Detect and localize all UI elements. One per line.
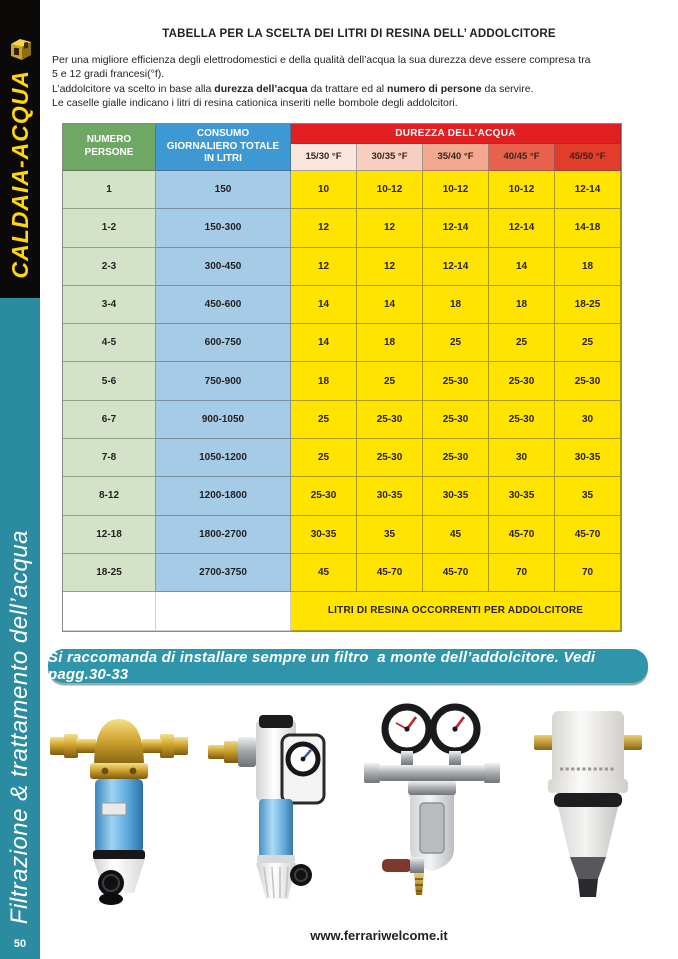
resina-value-cell: 10-12 [489, 171, 555, 209]
resina-value-cell: 14 [357, 286, 423, 324]
resina-value-cell: 12 [357, 248, 423, 286]
degree-column-header: 30/35 °F [357, 144, 423, 171]
persone-cell: 3-4 [63, 286, 156, 324]
consumo-cell: 150 [156, 171, 291, 209]
resina-selection-table [62, 123, 622, 632]
table-footer-empty-cell [63, 592, 156, 630]
persone-cell: 1-2 [63, 209, 156, 247]
degree-column-header: 45/50 °F [555, 144, 621, 171]
resina-value-cell: 14 [291, 286, 357, 324]
intro-line: 5 e 12 gradi francesi(°f). [52, 68, 165, 81]
resina-value-cell: 12-14 [489, 209, 555, 247]
product-photo [362, 699, 502, 907]
resina-value-cell: 10 [291, 171, 357, 209]
resina-value-cell: 12 [291, 209, 357, 247]
persone-cell: 8-12 [63, 477, 156, 515]
resina-value-cell: 30-35 [489, 477, 555, 515]
resina-value-cell: 18 [291, 362, 357, 400]
intro-paragraph [52, 53, 658, 111]
double-gauge-pressure-reducer-filter-photo [362, 699, 502, 907]
product-photos-row [48, 697, 658, 907]
persone-cell: 6-7 [63, 401, 156, 439]
resina-value-cell: 70 [489, 554, 555, 592]
resina-value-cell: 12-14 [423, 209, 489, 247]
brass-inline-water-filter-photo [48, 707, 190, 907]
resina-value-cell: 10-12 [423, 171, 489, 209]
resina-value-cell: 18 [423, 286, 489, 324]
consumo-cell: 1800-2700 [156, 516, 291, 554]
resina-value-cell: 18 [489, 286, 555, 324]
persone-cell: 1 [63, 171, 156, 209]
resina-value-cell: 30-35 [423, 477, 489, 515]
resina-value-cell: 18 [357, 324, 423, 362]
resina-value-cell: 45 [291, 554, 357, 592]
caldaia-acqua-icon [7, 36, 33, 64]
degree-column-header: 15/30 °F [291, 144, 357, 171]
consumo-cell: 600-750 [156, 324, 291, 362]
sidebar-section-caldaia-acqua [0, 0, 40, 298]
resina-value-cell: 14-18 [555, 209, 621, 247]
resina-value-cell: 25 [423, 324, 489, 362]
intro-line: Le caselle gialle indicano i litri di resina cationica inseriti nelle bombole degli addolcitori. [52, 97, 458, 110]
resina-value-cell: 35 [555, 477, 621, 515]
persone-cell: 2-3 [63, 248, 156, 286]
resina-value-cell: 25-30 [423, 439, 489, 477]
resina-value-cell: 30 [489, 439, 555, 477]
consumo-cell: 900-1050 [156, 401, 291, 439]
resina-value-cell: 25 [291, 401, 357, 439]
persone-cell: 4-5 [63, 324, 156, 362]
resina-value-cell: 70 [555, 554, 621, 592]
degree-column-header: 40/45 °F [489, 144, 555, 171]
resina-value-cell: 25-30 [489, 362, 555, 400]
resina-value-cell: 18-25 [555, 286, 621, 324]
intro-line: Per una migliore efficienza degli elettrodomestici e della qualità dell’acqua la sua durezza deve essere compresa tra [52, 54, 591, 66]
consumo-cell: 1050-1200 [156, 439, 291, 477]
resina-value-cell: 25-30 [423, 362, 489, 400]
resina-value-cell: 45-70 [555, 516, 621, 554]
main-content [40, 0, 678, 959]
resina-value-cell: 35 [357, 516, 423, 554]
consumo-cell: 750-900 [156, 362, 291, 400]
column-header-durezza: DUREZZA DELL’ACQUA [291, 124, 621, 144]
resina-value-cell: 25-30 [357, 439, 423, 477]
resina-value-cell: 45-70 [423, 554, 489, 592]
product-photo [518, 705, 658, 907]
column-header-numero-persone: NUMERO PERSONE [63, 124, 156, 171]
persone-cell: 5-6 [63, 362, 156, 400]
table-footer-empty-cell [156, 592, 291, 630]
resina-value-cell: 12 [357, 209, 423, 247]
resina-value-cell: 30-35 [555, 439, 621, 477]
consumo-cell: 150-300 [156, 209, 291, 247]
resina-value-cell: 25 [291, 439, 357, 477]
table-footer-label: LITRI DI RESINA OCCORRENTI PER ADDOLCITORE [291, 592, 621, 630]
gauge-water-filter-photo [206, 707, 346, 907]
degree-column-header: 35/40 °F [423, 144, 489, 171]
resina-value-cell: 14 [489, 248, 555, 286]
resina-value-cell: 18 [555, 248, 621, 286]
resina-value-cell: 12-14 [423, 248, 489, 286]
sidebar-label-filtrazione: Filtrazione & trattamento dell’acqua [6, 529, 33, 924]
sidebar-label-caldaia-acqua: CALDAIA-ACQUA [6, 70, 33, 279]
resina-value-cell: 14 [291, 324, 357, 362]
resina-value-cell: 30 [555, 401, 621, 439]
resina-value-cell: 25 [357, 362, 423, 400]
consumo-cell: 300-450 [156, 248, 291, 286]
resina-value-cell: 25-30 [291, 477, 357, 515]
resina-value-cell: 45 [423, 516, 489, 554]
resina-value-cell: 12-14 [555, 171, 621, 209]
resina-value-cell: 25 [489, 324, 555, 362]
resina-value-cell: 30-35 [291, 516, 357, 554]
intro-line: L’addolcitore va scelto in base alla durezza dell’acqua da trattare ed al numero di persone da servire. [52, 82, 534, 95]
product-photo [206, 707, 346, 907]
resina-value-cell: 12 [291, 248, 357, 286]
resina-value-cell: 25-30 [555, 362, 621, 400]
white-backwash-filter-photo [518, 705, 658, 907]
resina-value-cell: 25-30 [357, 401, 423, 439]
persone-cell: 18-25 [63, 554, 156, 592]
consumo-cell: 2700-3750 [156, 554, 291, 592]
resina-value-cell: 45-70 [357, 554, 423, 592]
product-photo [48, 707, 190, 907]
resina-value-cell: 25 [555, 324, 621, 362]
sidebar [0, 0, 40, 959]
resina-value-cell: 25-30 [423, 401, 489, 439]
website-url: www.ferrariwelcome.it [310, 928, 448, 943]
recommendation-banner: Si raccomanda di installare sempre un filtro a monte dell’addolcitore. Vedi pagg.30-33 [48, 649, 648, 683]
consumo-cell: 1200-1800 [156, 477, 291, 515]
consumo-cell: 450-600 [156, 286, 291, 324]
resina-value-cell: 10-12 [357, 171, 423, 209]
resina-value-cell: 45-70 [489, 516, 555, 554]
page-title: TABELLA PER LA SCELTA DEI LITRI DI RESINA DELL’ ADDOLCITORE [162, 28, 556, 40]
column-header-consumo: CONSUMO GIORNALIERO TOTALE IN LITRI [156, 124, 291, 171]
persone-cell: 12-18 [63, 516, 156, 554]
persone-cell: 7-8 [63, 439, 156, 477]
page-number: 50 [13, 938, 27, 950]
resina-value-cell: 25-30 [489, 401, 555, 439]
sidebar-section-filtrazione [0, 298, 40, 959]
resina-value-cell: 30-35 [357, 477, 423, 515]
